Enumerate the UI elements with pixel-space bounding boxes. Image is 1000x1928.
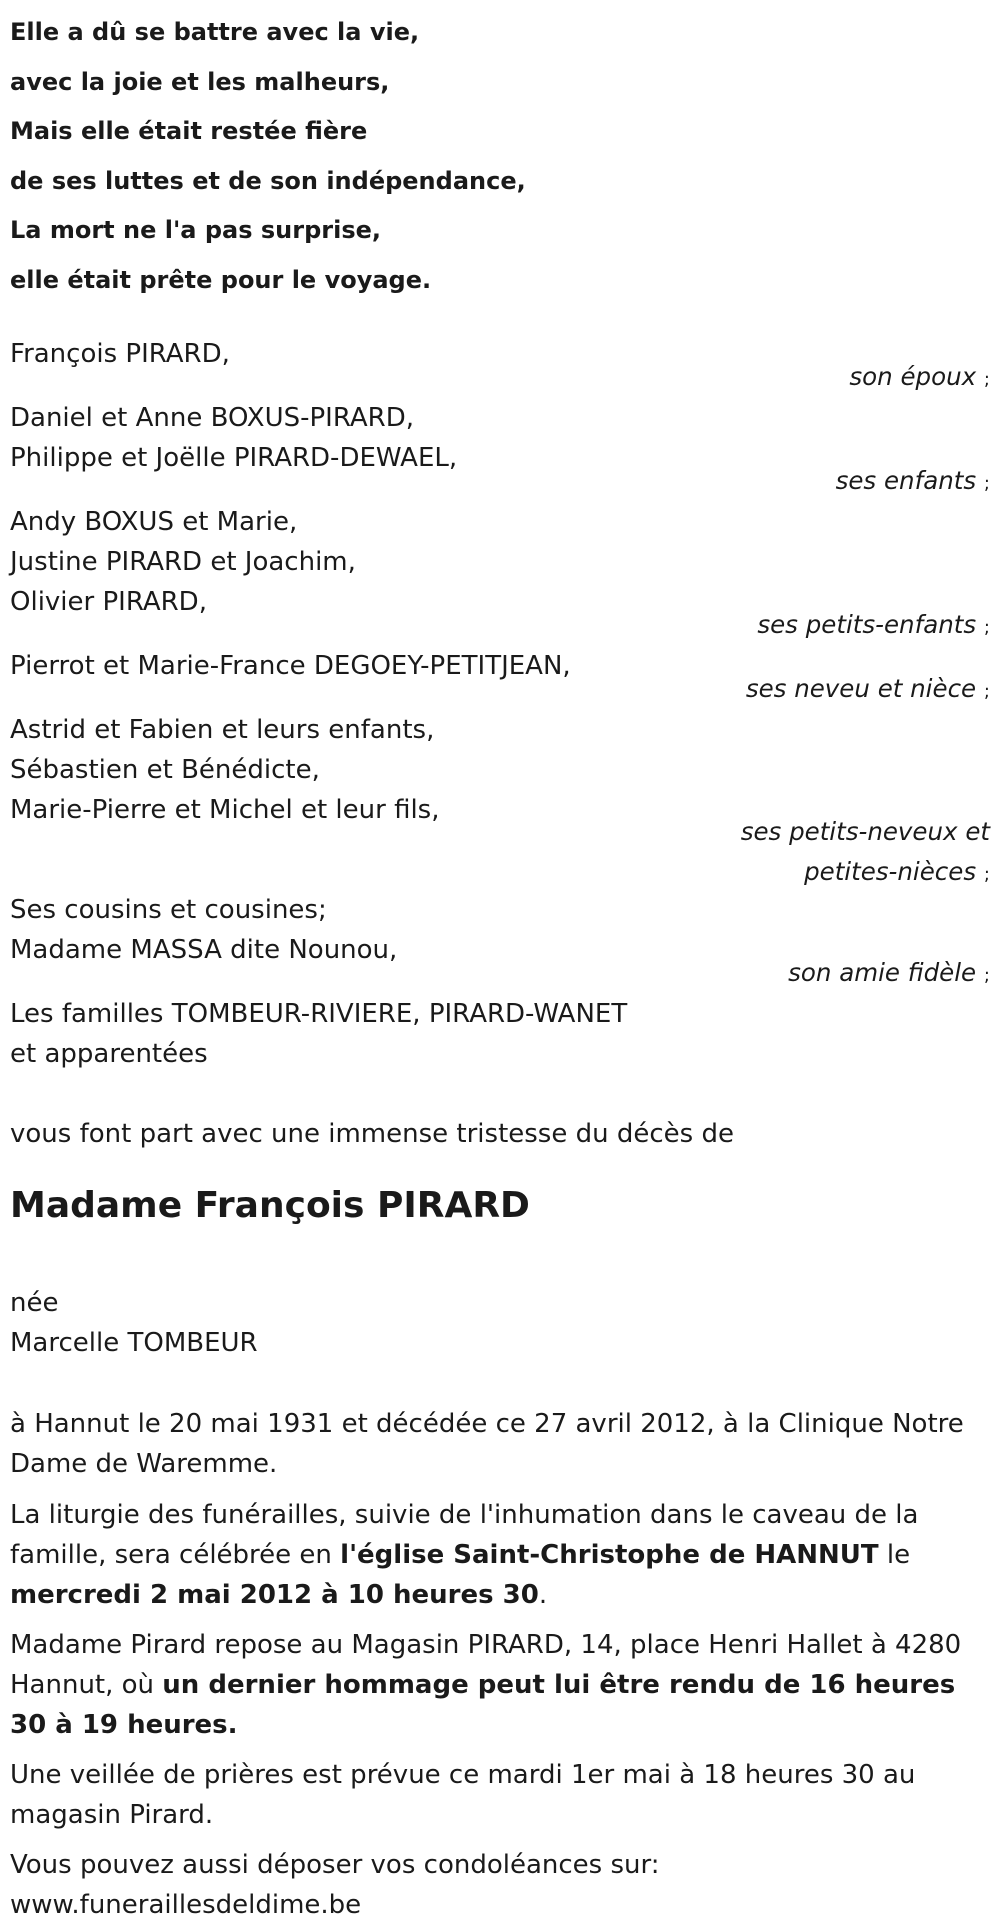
poem-line: elle était prête pour le voyage. xyxy=(10,265,432,294)
poem-line: avec la joie et les malheurs, xyxy=(10,67,390,96)
relation-label: petites-nièces xyxy=(804,857,977,886)
family-line: Marie-Pierre et Michel et leur fils, xyxy=(10,795,440,825)
family-line: Philippe et Joëlle PIRARD-DEWAEL, xyxy=(10,443,458,473)
family-line: et apparentées xyxy=(10,1039,208,1069)
family-group-grandchildren xyxy=(10,502,990,622)
relation-label: ses petits-enfants xyxy=(757,610,977,639)
condolences-text: Vous pouvez aussi déposer vos condoléances sur: xyxy=(10,1850,660,1880)
family-line: Pierrot et Marie-France DEGOEY-PETITJEAN, xyxy=(10,651,571,681)
family-group-spouse xyxy=(10,334,990,374)
family-line: Astrid et Fabien et leurs enfants, xyxy=(10,715,435,745)
repose-hours: un dernier hommage peut lui être rendu de 16 heures 30 à 19 heures. xyxy=(10,1670,956,1740)
maiden-name: Marcelle TOMBEUR xyxy=(10,1328,258,1358)
family-line: Olivier PIRARD, xyxy=(10,587,207,617)
deceased-name: Madame François PIRARD xyxy=(10,1185,530,1226)
relation-friend xyxy=(788,953,990,996)
liturgy-text: . xyxy=(538,1580,548,1610)
relation-children xyxy=(836,461,990,504)
nee-label: née xyxy=(10,1288,59,1318)
family-line: Les familles TOMBEUR-RIVIERE, PIRARD-WANET xyxy=(10,999,628,1029)
announcement: vous font part avec une immense tristesse du décès de xyxy=(10,1119,734,1149)
condolences-link[interactable]: www.funeraillesdeldime.be xyxy=(10,1890,362,1920)
poem-line: La mort ne l'a pas surprise, xyxy=(10,216,381,244)
vigil-info: Une veillée de prières est prévue ce mardi 1er mai à 18 heures 30 au magasin Pirard. xyxy=(10,1760,916,1830)
liturgy-text: La liturgie des funérailles, suivie de l'inhumation dans le caveau de la famille, sera célébrée en xyxy=(10,1500,919,1570)
relation-separator: ; xyxy=(983,617,990,638)
family-line: Justine PIRARD et Joachim, xyxy=(10,547,356,577)
relation-label: son époux xyxy=(849,362,977,391)
relation-spouse xyxy=(849,357,990,400)
relation-separator: ; xyxy=(983,473,990,494)
relation-separator: ; xyxy=(983,681,990,702)
family-line: Daniel et Anne BOXUS-PIRARD, xyxy=(10,403,415,433)
repose-text: Madame Pirard repose au Magasin PIRARD, 14, place Henri Hallet à 4280 Hannut, où xyxy=(10,1630,962,1700)
relation-grandchildren xyxy=(757,605,990,648)
birth-death-info: à Hannut le 20 mai 1931 et décédée ce 27 avril 2012, à la Clinique Notre Dame de Waremme. xyxy=(10,1409,964,1479)
family-line: François PIRARD, xyxy=(10,339,230,369)
relation-separator: ; xyxy=(983,369,990,390)
poem xyxy=(10,8,610,305)
relation-label: ses enfants xyxy=(835,466,977,495)
family-line: Sébastien et Bénédicte, xyxy=(10,755,320,785)
repose-info xyxy=(10,1625,980,1745)
family-line: Madame MASSA dite Nounou, xyxy=(10,935,398,965)
liturgy-text: le xyxy=(878,1540,911,1570)
relation-great-nephews xyxy=(741,812,990,895)
poem-line: de ses luttes et de son indépendance, xyxy=(10,166,526,195)
liturgy-church: l'église Saint-Christophe de HANNUT xyxy=(340,1540,879,1570)
family-line: Andy BOXUS et Marie, xyxy=(10,507,298,537)
liturgy-date: mercredi 2 mai 2012 à 10 heures 30 xyxy=(10,1580,539,1610)
relation-separator: ; xyxy=(983,965,990,986)
family-line: Ses cousins et cousines; xyxy=(10,895,327,925)
relation-label: ses petits-neveux et xyxy=(740,817,990,846)
relation-label: ses neveu et nièce xyxy=(745,674,977,703)
relation-label: son amie fidèle xyxy=(788,958,977,987)
poem-line: Elle a dû se battre avec la vie, xyxy=(10,18,420,46)
relation-nephew-niece xyxy=(746,669,990,712)
poem-line: Mais elle était restée fière xyxy=(10,117,368,145)
family-group-families xyxy=(10,994,990,1074)
liturgy-info xyxy=(10,1495,980,1615)
relation-separator: ; xyxy=(983,864,990,885)
